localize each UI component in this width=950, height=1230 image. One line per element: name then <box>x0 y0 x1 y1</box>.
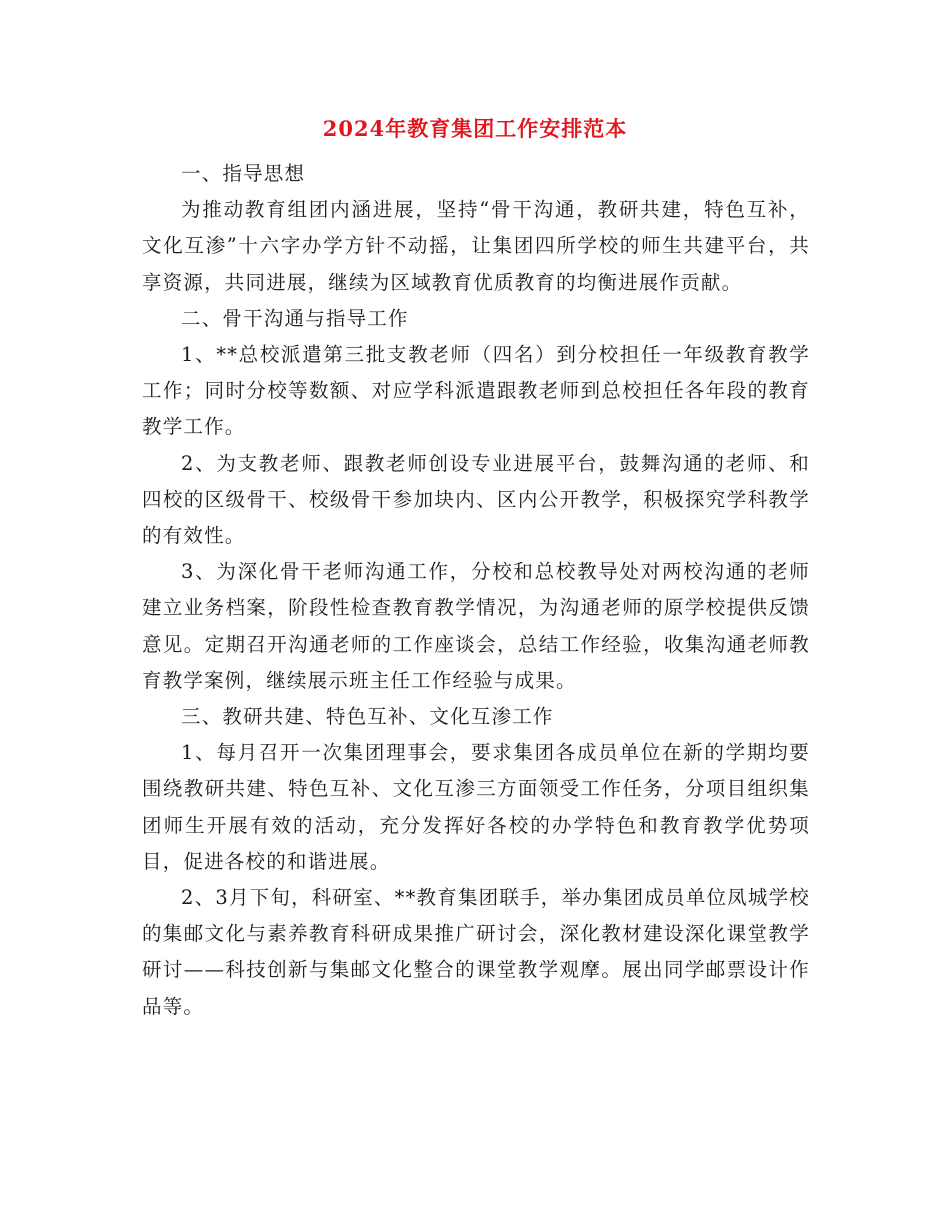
paragraph: 1、**总校派遣第三批支教老师（四名）到分校担任一年级教育教学工作；同时分校等数额、对应学科派遣跟教老师到总校担任各年段的教育教学工作。 <box>142 343 810 439</box>
section-heading-backbone-exchange: 二、骨干沟通与指导工作 <box>181 306 409 330</box>
document-title: 2024年教育集团工作安排范本 <box>322 116 628 141</box>
paragraph: 3、为深化骨干老师沟通工作，分校和总校教导处对两校沟通的老师建立业务档案，阶段性检查教育教学情况，为沟通老师的原学校提供反馈意见。定期召开沟通老师的工作座谈会，总结工作经验，收集沟通老师教育教学案例，继续展示班主任工作经验与成果。 <box>142 560 810 692</box>
paragraph: 为推动教育组团内涵进展，坚持“骨干沟通，教研共建，特色互补，文化互渗”十六字办学方针不动摇，让集团四所学校的师生共建平台，共享资源，共同进展，继续为区域教育优质教育的均衡进展作贡献。 <box>142 198 810 294</box>
section-heading-guiding-ideology: 一、指导思想 <box>181 162 306 185</box>
paragraph: 1、每月召开一次集团理事会，要求集团各成员单位在新的学期均要围绕教研共建、特色互补、文化互渗三方面领受工作任务，分项目组织集团师生开展有效的活动，充分发挥好各校的办学特色和教育教学优势项目，促进各校的和谐进展。 <box>142 741 810 873</box>
section-heading-research-culture: 三、教研共建、特色互补、文化互渗工作 <box>181 705 554 729</box>
paragraph: 2、3月下旬，科研室、**教育集团联手，举办集团成员单位凤城学校的集邮文化与素养教育科研成果推广研讨会，深化教材建设深化课堂教学研讨——科技创新与集邮文化整合的课堂教学观摩。展出同学邮票设计作品等。 <box>142 886 810 1018</box>
paragraph: 2、为支教老师、跟教老师创设专业进展平台，鼓舞沟通的老师、和四校的区级骨干、校级骨干参加块内、区内公开教学，积极探究学科教学的有效性。 <box>142 451 810 548</box>
document-body <box>142 156 810 1025</box>
